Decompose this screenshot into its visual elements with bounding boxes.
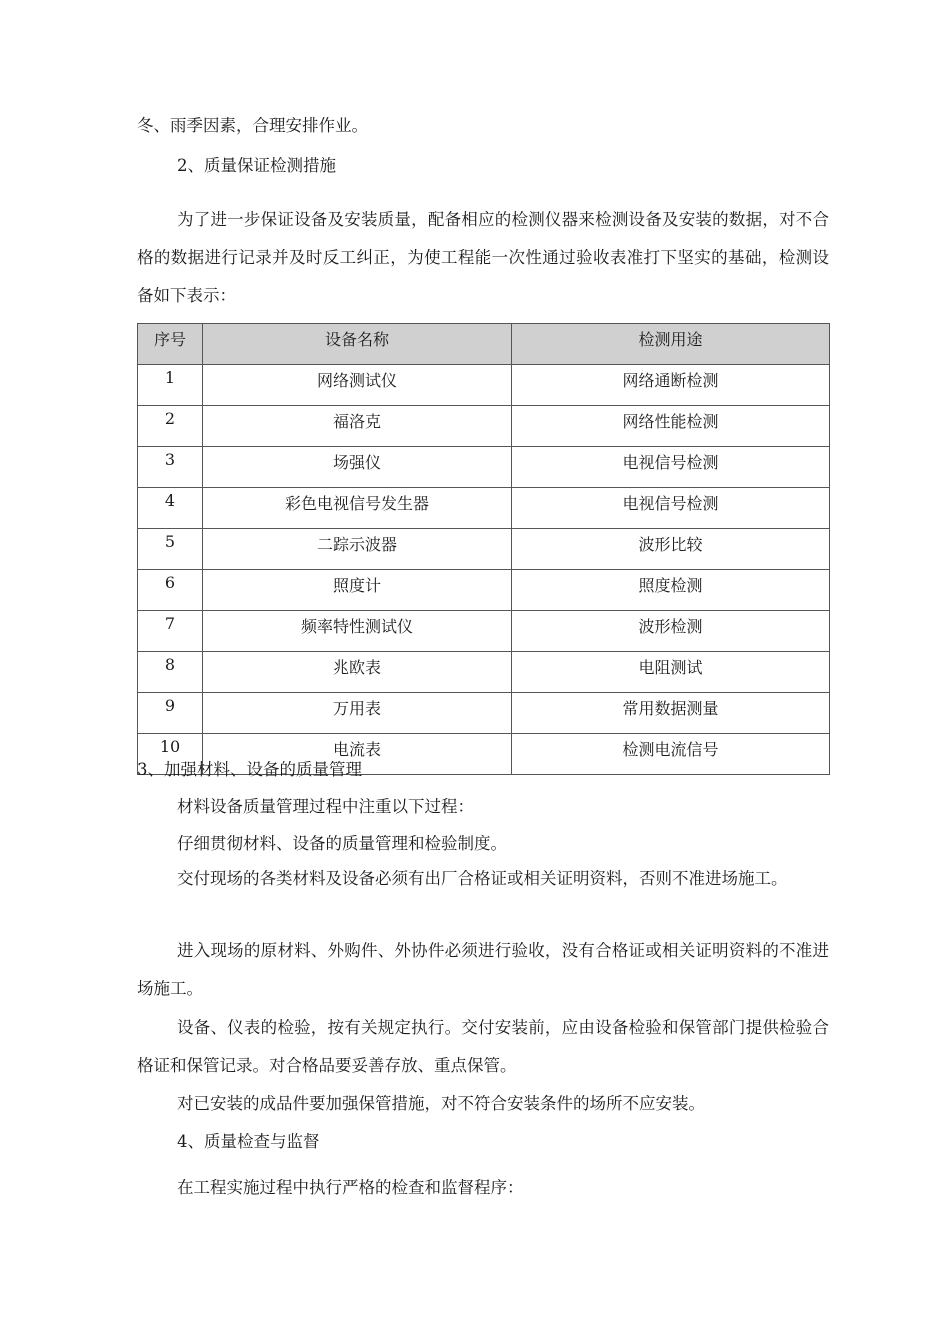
- table-row: [138, 365, 830, 406]
- cell-index: 5: [138, 529, 203, 570]
- cell-index: 8: [138, 652, 203, 693]
- cell-purpose: 检测电流信号: [512, 734, 830, 775]
- paragraph-inspection-procedure: 在工程实施过程中执行严格的检查和监督程序：: [177, 1178, 524, 1197]
- paragraph-intro: 为了进一步保证设备及安装质量，配备相应的检测仪器来检测设备及安装的数据，对不合格的数据进行记录并及时反工纠正，为使工程能一次性通过验收表准打下坚实的基础，检测设备如下表示：: [137, 210, 829, 305]
- cell-index: 6: [138, 570, 203, 611]
- cell-purpose: 网络性能检测: [512, 406, 830, 447]
- cell-device-name: 彩色电视信号发生器: [203, 488, 512, 529]
- table-row: [138, 488, 830, 529]
- cell-purpose: 波形比较: [512, 529, 830, 570]
- paragraph-continued: 冬、雨季因素，合理安排作业。: [137, 116, 368, 135]
- section-heading-3: 3、加强材料、设备的质量管理: [137, 760, 362, 779]
- cell-purpose: 常用数据测量: [512, 693, 830, 734]
- cell-index: 10: [138, 734, 203, 775]
- paragraph-instrument-inspection: 设备、仪表的检验，按有关规定执行。交付安装前，应由设备检验和保管部门提供检验合格证和保管记录。对合格品要妥善存放、重点保管。: [137, 1018, 829, 1075]
- cell-purpose: 电视信号检测: [512, 447, 830, 488]
- cell-device-name: 场强仪: [203, 447, 512, 488]
- cell-device-name: 兆欧表: [203, 652, 512, 693]
- table-row: [138, 447, 830, 488]
- paragraph-installed-protection: 对已安装的成品件要加强保管措施，对不符合安装条件的场所不应安装。: [177, 1094, 705, 1113]
- cell-device-name: 照度计: [203, 570, 512, 611]
- table-row: [138, 529, 830, 570]
- cell-device-name: 电流表: [203, 734, 512, 775]
- paragraph-incoming-acceptance: 进入现场的原材料、外购件、外协件必须进行验收，没有合格证或相关证明资料的不准进场施工。: [137, 941, 829, 998]
- cell-index: 4: [138, 488, 203, 529]
- cell-index: 9: [138, 693, 203, 734]
- header-device-name: 设备名称: [203, 324, 512, 365]
- paragraph-material-process: 材料设备质量管理过程中注重以下过程：: [177, 797, 474, 816]
- table-row: [138, 693, 830, 734]
- cell-device-name: 福洛克: [203, 406, 512, 447]
- cell-purpose: 电视信号检测: [512, 488, 830, 529]
- table-header-row: [138, 324, 830, 365]
- cell-index: 3: [138, 447, 203, 488]
- cell-device-name: 网络测试仪: [203, 365, 512, 406]
- cell-index: 7: [138, 611, 203, 652]
- table-row: [138, 406, 830, 447]
- cell-purpose: 波形检测: [512, 611, 830, 652]
- section-heading-4: 4、质量检查与监督: [177, 1132, 320, 1151]
- cell-device-name: 频率特性测试仪: [203, 611, 512, 652]
- cell-purpose: 电阻测试: [512, 652, 830, 693]
- paragraph-certificate-requirement: 交付现场的各类材料及设备必须有出厂合格证或相关证明资料，否则不准进场施工。: [177, 869, 788, 888]
- cell-device-name: 万用表: [203, 693, 512, 734]
- cell-purpose: 照度检测: [512, 570, 830, 611]
- paragraph-inspection-system: 仔细贯彻材料、设备的质量管理和检验制度。: [177, 834, 507, 853]
- cell-device-name: 二踪示波器: [203, 529, 512, 570]
- cell-purpose: 网络通断检测: [512, 365, 830, 406]
- equipment-table: [137, 323, 830, 775]
- table-row: [138, 652, 830, 693]
- cell-index: 2: [138, 406, 203, 447]
- table-row: [138, 611, 830, 652]
- header-index: 序号: [138, 324, 203, 365]
- header-purpose: 检测用途: [512, 324, 830, 365]
- table-row: [138, 570, 830, 611]
- cell-index: 1: [138, 365, 203, 406]
- section-heading-2: 2、质量保证检测措施: [177, 156, 336, 175]
